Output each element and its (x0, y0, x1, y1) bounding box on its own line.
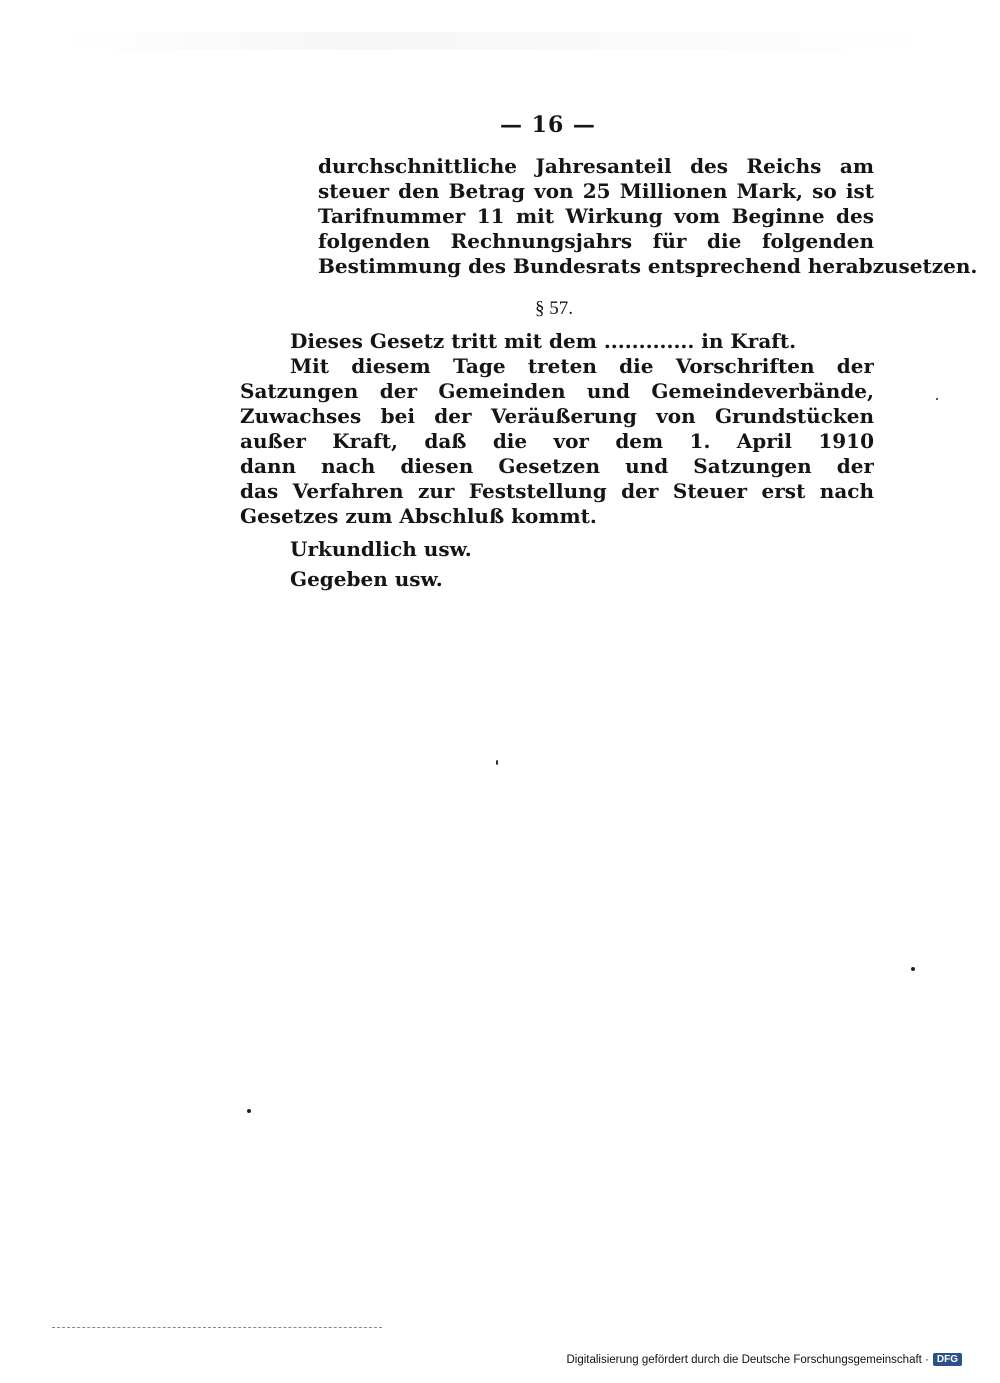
paragraph-line: Satzungen der Gemeinden und Gemeindeverbände, (240, 379, 874, 403)
paragraph-line: Mit diesem Tage treten die Vorschriften der (290, 354, 874, 378)
paragraph-line: Tarifnummer 11 mit Wirkung vom Beginne des (318, 204, 874, 228)
scan-speck (247, 1109, 251, 1113)
paragraph-line: das Verfahren zur Feststellung der Steuer erst nach (240, 479, 874, 503)
closing-line: Urkundlich usw. (290, 537, 472, 561)
section-intro: Dieses Gesetz tritt mit dem ............. in Kraft. (290, 329, 797, 353)
paragraph-line: außer Kraft, daß die vor dem 1. April 1910 (240, 429, 874, 453)
paragraph-line: dann nach diesen Gesetzen und Satzungen der (240, 454, 874, 478)
paragraph-line: folgenden Rechnungsjahrs für die folgenden (318, 229, 874, 253)
scan-shadow (60, 32, 940, 50)
paragraph-line: steuer den Betrag von 25 Millionen Mark, so ist (318, 179, 874, 203)
scan-speck (496, 760, 498, 765)
footer-credit-text: Digitalisierung gefördert durch die Deutsche Forschungsgemeinschaft · (566, 1353, 929, 1366)
dfg-logo: DFG (933, 1353, 962, 1366)
scan-speck (936, 398, 938, 400)
dashed-rule (52, 1327, 382, 1328)
section-heading: § 57. (535, 298, 573, 319)
footer-credit (566, 1353, 962, 1366)
scan-speck (911, 967, 915, 971)
paragraph-line: Bestimmung des Bundesrats entsprechend herabzusetzen. (318, 254, 978, 278)
paragraph-line: Zuwachses bei der Veräußerung von Grundstücken (240, 404, 874, 428)
paragraph-line: Gesetzes zum Abschluß kommt. (240, 504, 597, 528)
paragraph-line: durchschnittliche Jahresanteil des Reichs am (318, 154, 874, 178)
page-number: — 16 — (500, 112, 596, 138)
closing-line: Gegeben usw. (290, 567, 443, 591)
